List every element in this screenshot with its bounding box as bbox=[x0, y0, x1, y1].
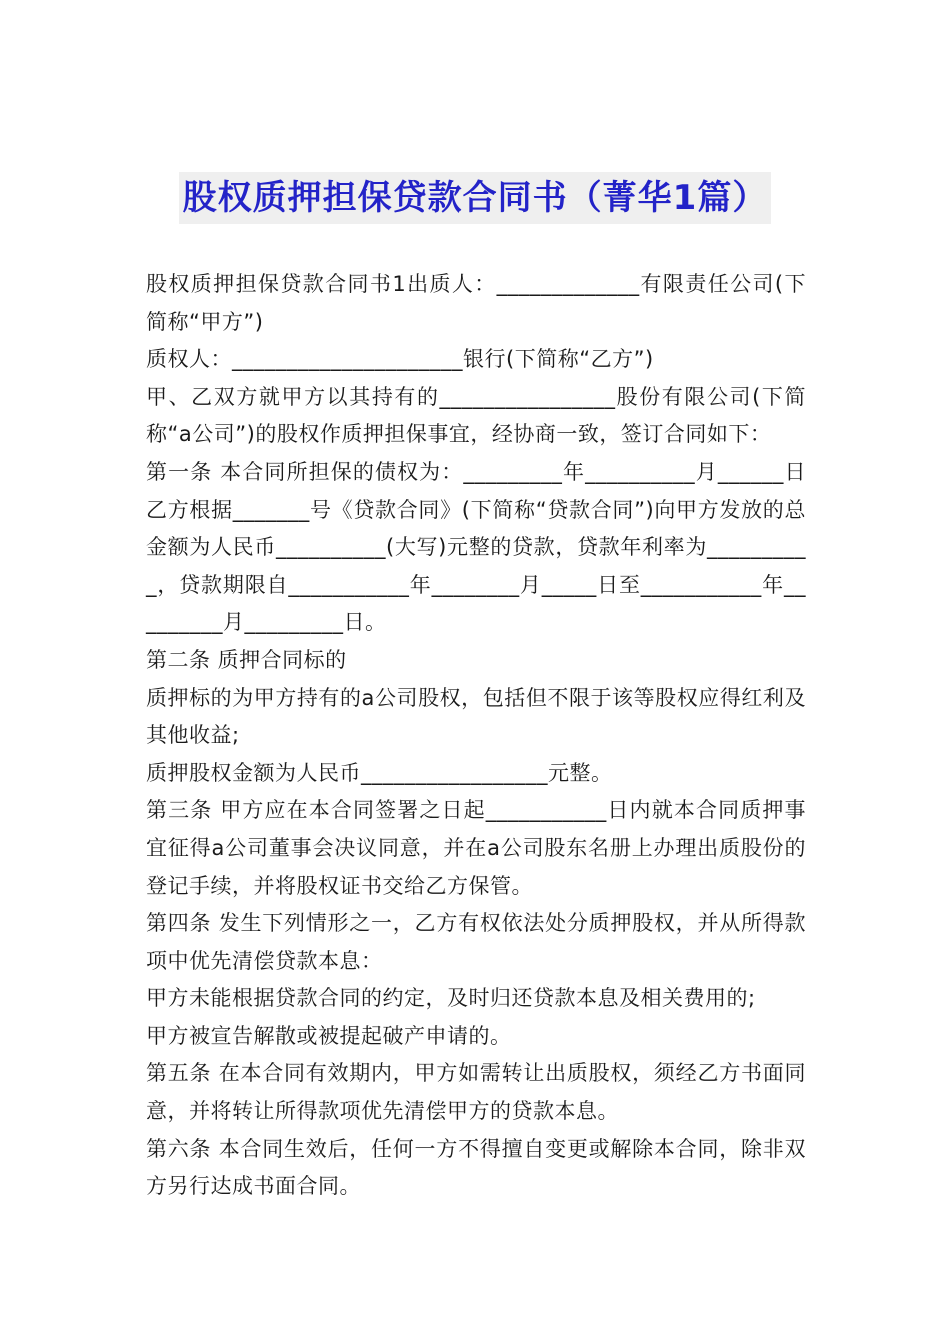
document-title: 股权质押担保贷款合同书（菁华1篇） bbox=[179, 172, 772, 224]
paragraph-article-2-amount: 质押股权金额为人民币_________________元整。 bbox=[146, 760, 613, 785]
paragraph-article-3: 第三条 甲方应在本合同签署之日起___________日内就本合同质押事宜征得a公司董事会决议同意，并在a公司股东名册上办理出质股份的登记手续，并将股权证书交给乙方保管。 bbox=[146, 798, 806, 898]
paragraph-article-1: 第一条 本合同所担保的债权为：_________年__________月______日乙方根据_______号《贷款合同》(下简称“贷款合同”)向甲方发放的总金额为人民币__________(大写)元整的贷款，贷款年利率为__________，贷款期限自___________年________月_____日至___________年_________月_________日。 bbox=[146, 459, 806, 635]
paragraph-article-2-heading: 第二条 质押合同标的 bbox=[146, 647, 347, 672]
paragraph-article-5: 第五条 在本合同有效期内，甲方如需转让出质股权，须经乙方书面同意，并将转让所得款项优先清偿甲方的贷款本息。 bbox=[146, 1061, 806, 1124]
paragraph-parties-pledgor: 股权质押担保贷款合同书1出质人：_____________有限责任公司(下简称“甲方”) bbox=[146, 272, 806, 334]
paragraph-parties-pledgee: 质权人：_____________________银行(下简称“乙方”) bbox=[146, 347, 654, 372]
paragraph-article-4-item-2: 甲方被宣告解散或被提起破产申请的。 bbox=[146, 1023, 512, 1048]
paragraph-article-4: 第四条 发生下列情形之一，乙方有权依法处分质押股权，并从所得款项中优先清偿贷款本息： bbox=[146, 911, 806, 973]
title-container bbox=[0, 172, 950, 224]
paragraph-article-2-subject: 质押标的为甲方持有的a公司股权，包括但不限于该等股权应得红利及其他收益; bbox=[146, 685, 806, 748]
paragraph-article-4-item-1: 甲方未能根据贷款合同的约定，及时归还贷款本息及相关费用的; bbox=[146, 986, 756, 1011]
paragraph-preamble: 甲、乙双方就甲方以其持有的________________股份有限公司(下简称“a公司”)的股权作质押担保事宜，经协商一致，签订合同如下： bbox=[146, 384, 806, 447]
document-body bbox=[146, 266, 806, 1206]
paragraph-article-6: 第六条 本合同生效后，任何一方不得擅自变更或解除本合同，除非双方另行达成书面合同。 bbox=[146, 1136, 806, 1199]
